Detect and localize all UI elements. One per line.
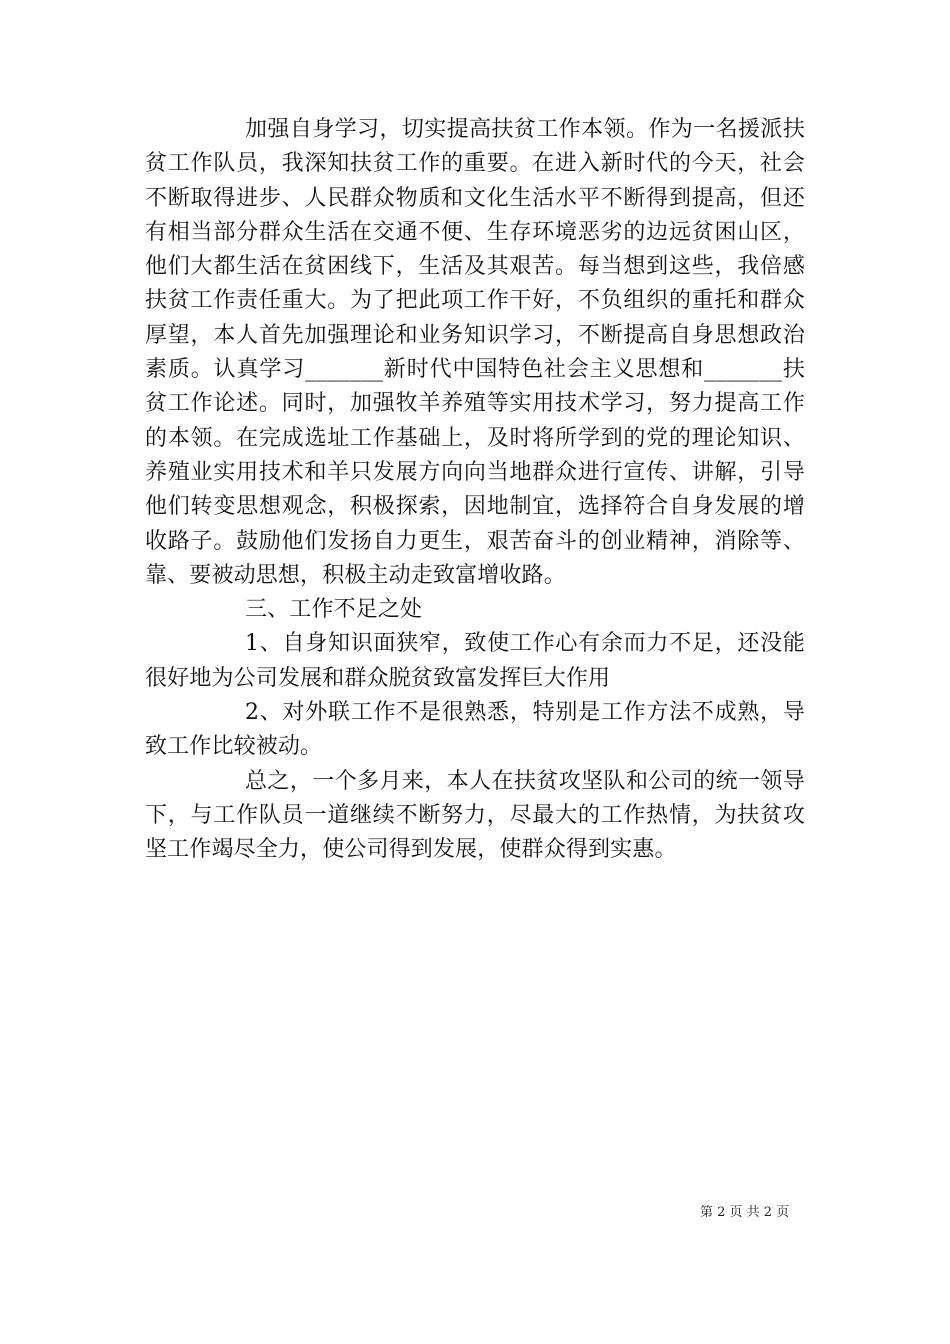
- paragraph-shortcoming-2: 2、对外联工作不是很熟悉，特别是工作方法不成熟，导致工作比较被动。: [145, 700, 805, 760]
- paragraph-summary: 总之，一个多月来，本人在扶贫攻坚队和公司的统一领导下，与工作队员一道继续不断努力，尽最大的工作热情，为扶贫攻坚工作竭尽全力，使公司得到发展，使群众得到实惠。: [145, 768, 805, 863]
- page-number-footer: 第 2 页 共 2 页: [700, 1205, 790, 1220]
- document-body: [145, 113, 805, 868]
- paragraph-shortcoming-1: 1、自身知识面狭窄，致使工作心有余而力不足，还没能很好地为公司发展和群众脱贫致富发挥巨大作用: [145, 631, 805, 691]
- paragraph-learning: 加强自身学习，切实提高扶贫工作本领。作为一名援派扶贫工作队员，我深知扶贫工作的重要。在进入新时代的今天，社会不断取得进步、人民群众物质和文化生活水平不断得到提高，但还有相当部分群众生活在交通不便、生存环境恶劣的边远贫困山区，他们大都生活在贫困线下，生活及其艰苦。每当想到这些，我倍感扶贫工作责任重大。为了把此项工作干好，不负组织的重托和群众厚望，本人首先加强理论和业务知识学习，不断提高自身思想政治素质。认真学习_______新时代中国特色社会主义思想和_______扶贫工作论述。同时，加强牧羊养殖等实用技术学习，努力提高工作的本领。在完成选址工作基础上，及时将所学到的党的理论知识、养殖业实用技术和羊只发展方向向当地群众进行宣传、讲解，引导他们转变思想观念，积极探索，因地制宜，选择符合自身发展的增收路子。鼓励他们发扬自力更生，艰苦奋斗的创业精神，消除等、靠、要被动思想，积极主动走致富增收路。: [145, 117, 805, 588]
- section-heading-shortcomings: 三、工作不足之处: [245, 597, 423, 623]
